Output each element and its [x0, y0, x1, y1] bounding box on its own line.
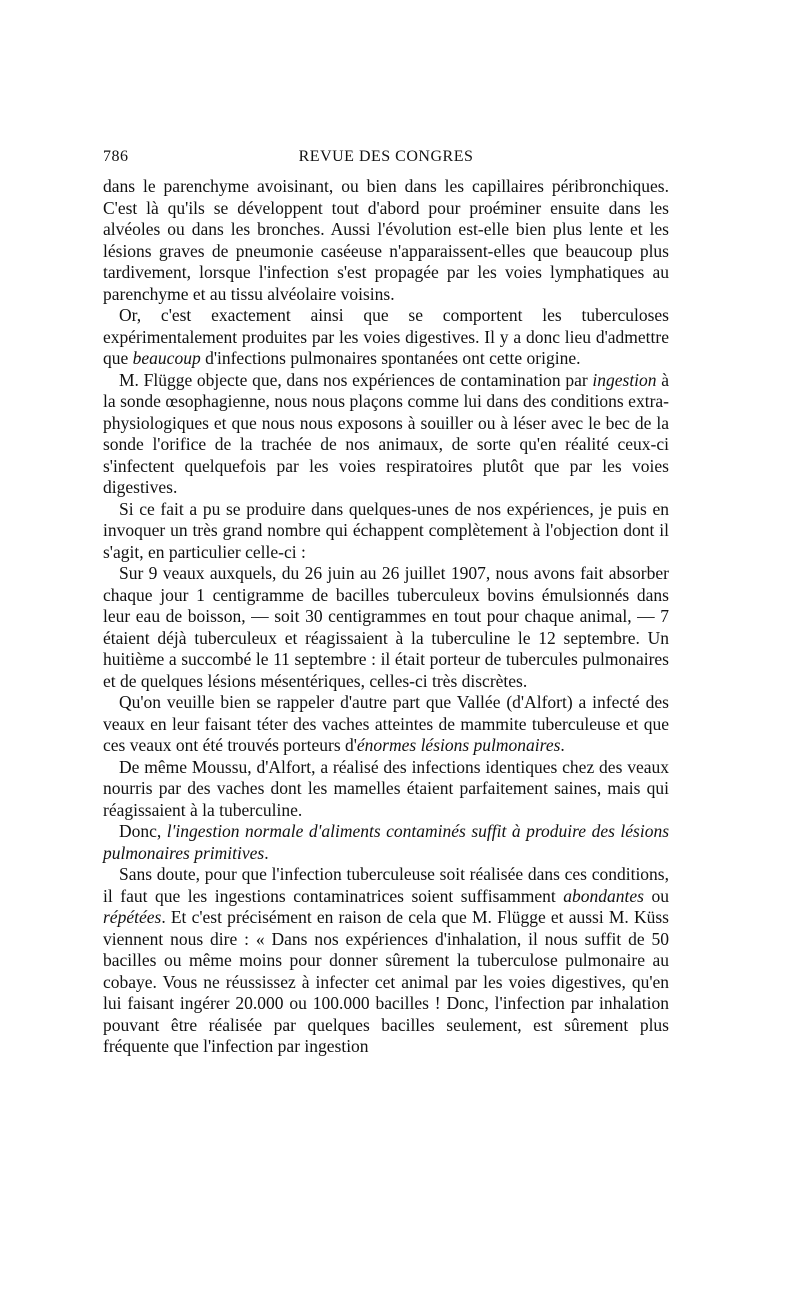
paragraph-4: Si ce fait a pu se produire dans quelques-unes de nos expériences, je puis en invoquer un très grand nombre qui échappent complètement à l'objection dont il s'agit, en particulier celle-ci : [103, 498, 669, 562]
page-header [103, 148, 669, 170]
body-text [103, 176, 669, 1058]
paragraph-8: Donc, l'ingestion normale d'aliments contaminés suffit à produire des lésions pulmonaires primitives. [103, 821, 670, 863]
running-title: REVUE DES CONGRES [298, 148, 474, 165]
paragraph-5: Sur 9 veaux auxquels, du 26 juin au 26 juillet 1907, nous avons fait absorber chaque jour 1 centigramme de bacilles tuberculeux bovins émulsionnés dans leur eau de boisson, — soit 30 centigrammes en tout pour chaque animal, — 7 étaient déjà tuberculeux et réagissaient à la tuberculine le 12 septembre. Un huitième a succombé le 11 septembre : il était porteur de tubercules pulmonaires et de quelques lésions mésentériques, celles-ci très discrètes. [103, 563, 669, 691]
paragraph-6: Qu'on veuille bien se rappeler d'autre part que Vallée (d'Alfort) a infecté des veaux en leur faisant téter des vaches atteintes de mammite tuberculeuse et que ces veaux ont été trouvés porteurs d'énormes lésions pulmonaires. [103, 692, 669, 755]
paragraph-1: dans le parenchyme avoisinant, ou bien dans les capillaires péribronchiques. C'est là qu'ils se développent tout d'abord pour proéminer ensuite dans les alvéoles ou dans les bronches. Aussi l'évolution est-elle bien plus lente et les lésions graves de pneumonie caséeuse n'apparaissent-elles que beaucoup plus tardivement, lorsque l'infection s'est propagée par les voies lymphatiques au parenchyme et au tissu alvéolaire voisins. [103, 176, 669, 304]
paragraph-3: M. Flügge objecte que, dans nos expériences de contamination par ingestion à la sonde œsophagienne, nous nous plaçons comme lui dans des conditions extra-physiologiques et que nous nous exposons à souiller ou à léser avec le bec de la sonde l'orifice de la trachée de nos animaux, de sorte qu'en réalité ceux-ci s'infectent quelquefois par les voies respiratoires plutôt que par les voies digestives. [103, 369, 669, 497]
paragraph-2: Or, c'est exactement ainsi que se comportent les tuberculoses expérimentalement produites par les voies digestives. Il y a donc lieu d'admettre que beaucoup d'infections pulmonaires spontanées ont cette origine. [103, 305, 669, 368]
page-number: 786 [103, 148, 129, 165]
paragraph-9: Sans doute, pour que l'infection tuberculeuse soit réalisée dans ces conditions, il faut que les ingestions contaminatrices soient suffisamment abondantes ou répétées. Et c'est précisément en raison de cela que M. Flügge et aussi M. Küss viennent nous dire : « Dans nos expériences d'inhalation, il nous suffit de 50 bacilles ou même moins pour donner sûrement la tuberculose pulmonaire au cobaye. Vous ne réussissez à infecter cet animal par les voies digestives, qu'en lui faisant ingérer 20.000 ou 100.000 bacilles ! Donc, l'infection par inhalation pouvant être réalisée par quelques bacilles seulement, est sûrement plus fréquente que l'infection par ingestion [103, 864, 669, 1056]
document-page [103, 148, 669, 1058]
paragraph-7: De même Moussu, d'Alfort, a réalisé des infections identiques chez des veaux nourris par des vaches dont les mamelles étaient parfaitement saines, mais qui réagissaient à la tuberculine. [103, 756, 669, 820]
